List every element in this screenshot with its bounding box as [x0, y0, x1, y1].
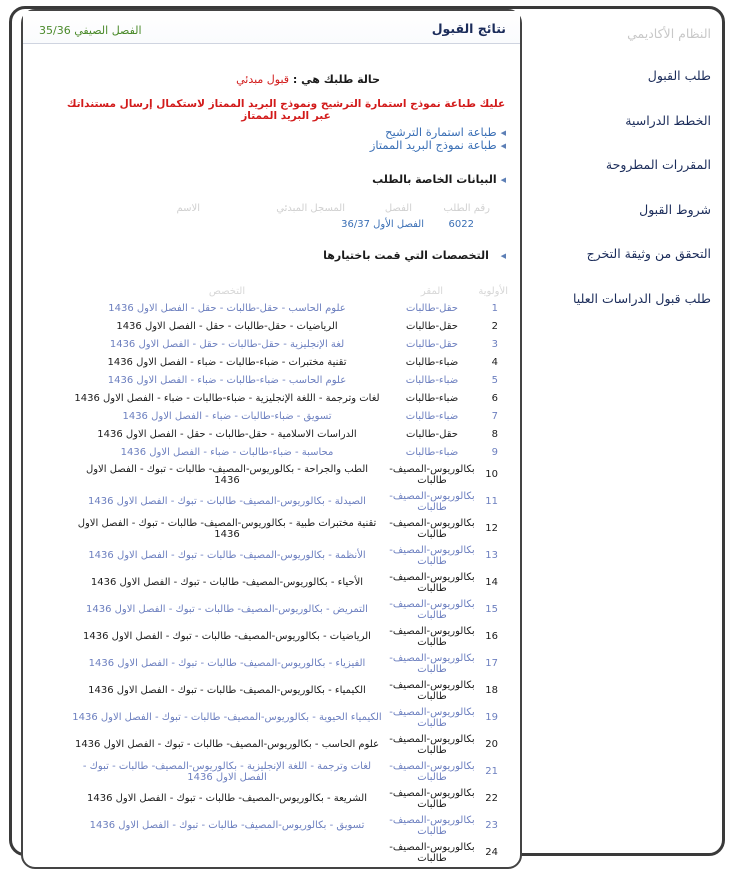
header-registered: المسجل المبدئي	[276, 203, 345, 214]
arrow-bullet-icon: ◀	[500, 128, 506, 137]
priority-cell: 1	[491, 302, 498, 314]
column-header-priority: الأولوية	[478, 285, 508, 297]
semester-value: الفصل الأول 36/37	[341, 219, 424, 230]
header-request-number: رقم الطلب	[443, 203, 490, 214]
table-row	[68, 569, 508, 596]
print-nomination-form-link[interactable]	[385, 125, 506, 139]
panel-header	[23, 11, 520, 44]
site-cell: بكالوريوس-المصيف- طالبات	[389, 652, 475, 675]
major-cell: تقنية مختبرات - ضباء-طالبات - ضباء - الفصل الاول 1436	[107, 356, 347, 368]
request-number-value: 6022	[448, 219, 474, 230]
table-row	[68, 317, 508, 335]
table-row	[68, 731, 508, 758]
major-cell: الفيزياء - بكالوريوس-المصيف- طالبات - تبوك - الفصل الاول 1436	[88, 658, 366, 669]
sidebar-item-admission-conditions[interactable]: شروط القبول	[639, 201, 711, 217]
priority-cell: 22	[485, 793, 498, 804]
site-cell: بكالوريوس-المصيف- طالبات	[389, 787, 475, 810]
table-row	[68, 677, 508, 704]
major-cell: الدراسات الاسلامية - حقل-طالبات - حقل - الفصل الاول 1436	[97, 428, 357, 440]
table-row	[68, 650, 508, 677]
table-row	[68, 839, 508, 866]
site-cell: حقل-طالبات	[406, 302, 458, 314]
table-row	[68, 623, 508, 650]
priority-cell: 2	[491, 320, 498, 332]
priority-cell: 8	[491, 428, 498, 440]
table-row	[68, 335, 508, 353]
priority-cell: 5	[491, 374, 498, 386]
site-cell: ضباء-طالبات	[405, 356, 459, 368]
link-label: طباعة نموذج البريد الممتاز	[369, 138, 497, 152]
table-body	[68, 299, 508, 866]
status-label: حالة طلبك هي :	[292, 73, 380, 86]
table-row	[68, 596, 508, 623]
site-cell: ضباء-طالبات	[405, 446, 459, 458]
major-cell: الكيمياء الحيوية - بكالوريوس-المصيف- طالبات - تبوك - الفصل الاول 1436	[72, 712, 382, 723]
arrow-bullet-icon: ◀	[500, 141, 506, 150]
table-row	[68, 389, 508, 407]
sidebar-item-offered-courses[interactable]: المقررات المطروحة	[605, 157, 711, 172]
major-cell: تسويق - بكالوريوس-المصيف- طالبات - تبوك - الفصل الاول 1436	[89, 820, 365, 831]
table-row	[68, 515, 508, 542]
table-row	[68, 488, 508, 515]
sidebar-item-study-plans[interactable]: الخطط الدراسية	[625, 112, 711, 128]
sidebar-item-graduate-admission[interactable]: طلب قبول الدراسات العليا	[572, 290, 711, 306]
sidebar-item-admission-request[interactable]: طلب القبول	[647, 68, 711, 83]
column-header-site: المقر	[420, 285, 444, 297]
arrow-bullet-icon: ◀	[500, 252, 506, 260]
priority-cell: 10	[485, 469, 498, 480]
site-cell: حقل-طالبات	[406, 428, 458, 440]
link-label: طباعة استمارة الترشيح	[385, 125, 497, 139]
major-cell: الكيمياء - بكالوريوس-المصيف- طالبات - تبوك - الفصل الاول 1436	[88, 685, 366, 696]
table-row	[68, 407, 508, 425]
priority-cell: 12	[485, 523, 498, 534]
site-cell: بكالوريوس-المصيف- طالبات	[389, 517, 475, 540]
application-status	[236, 73, 380, 86]
site-cell: بكالوريوس-المصيف- طالبات	[389, 625, 475, 648]
table-row	[68, 785, 508, 812]
selected-majors-heading: ◀ التخصصات التي قمت باختيارها	[323, 249, 506, 262]
priority-cell: 6	[491, 392, 498, 404]
site-cell: بكالوريوس-المصيف- طالبات	[389, 544, 475, 567]
site-cell: بكالوريوس-المصيف- طالبات	[389, 706, 475, 729]
priority-cell: 16	[485, 631, 498, 642]
site-cell: بكالوريوس-المصيف- طالبات	[389, 598, 475, 621]
major-cell: التمريض - بكالوريوس-المصيف- طالبات - تبوك - الفصل الاول 1436	[86, 604, 368, 615]
major-cell: تسويق - ضباء-طالبات - ضباء - الفصل الاول 1436	[122, 410, 332, 422]
priority-cell: 4	[491, 356, 498, 368]
major-cell: علوم الحاسب - حقل-طالبات - حقل - الفصل الاول 1436	[108, 302, 346, 314]
site-cell: حقل-طالبات	[406, 320, 458, 332]
major-cell: علوم الحاسب - بكالوريوس-المصيف- طالبات - تبوك - الفصل الاول 1436	[74, 739, 380, 750]
priority-cell: 9	[491, 446, 498, 458]
selected-majors-table	[68, 283, 508, 866]
major-cell: الرياضيات - حقل-طالبات - حقل - الفصل الاول 1436	[116, 320, 338, 332]
table-row	[68, 812, 508, 839]
priority-cell: 13	[485, 550, 498, 561]
print-notice: عليك طباعة نموذج استمارة الترشيح ونموذج البريد الممتاز لاستكمال إرسال مستنداتك عبر البريد الممتاز	[66, 98, 506, 122]
admission-results-panel	[21, 9, 522, 869]
table-row	[68, 704, 508, 731]
major-cell: لغة الإنجليزية - حقل-طالبات - حقل - الفصل الاول 1436	[109, 338, 345, 350]
priority-cell: 15	[485, 604, 498, 615]
site-cell: بكالوريوس-المصيف- طالبات	[389, 490, 475, 513]
priority-cell: 7	[491, 410, 498, 422]
priority-cell: 3	[491, 338, 498, 350]
priority-cell: 11	[485, 496, 498, 507]
priority-cell: 20	[485, 739, 498, 750]
site-cell: بكالوريوس-المصيف- طالبات	[389, 841, 475, 864]
priority-cell: 23	[485, 820, 498, 831]
major-cell: الطب والجراحة - بكالوريوس-المصيف- طالبات - تبوك - الفصل الاول 1436	[85, 463, 369, 486]
site-cell: ضباء-طالبات	[405, 392, 459, 404]
site-cell: حقل-طالبات	[406, 338, 458, 350]
table-row	[68, 443, 508, 461]
table-header-row	[68, 283, 508, 299]
sidebar-nav	[521, 14, 711, 321]
site-cell: ضباء-طالبات	[405, 374, 459, 386]
major-cell: الصيدلة - بكالوريوس-المصيف- طالبات - تبوك - الفصل الاول 1436	[88, 496, 366, 507]
column-header-major: التخصص	[208, 285, 246, 297]
sidebar-item-academic-system[interactable]: النظام الأكاديمي	[627, 26, 711, 41]
status-badge: قبول مبدئي	[236, 73, 290, 86]
header-semester: الفصل	[384, 203, 412, 214]
site-cell: ضباء-طالبات	[405, 410, 459, 422]
priority-cell: 24	[485, 847, 498, 858]
major-cell: لغات وترجمة - اللغة الإنجليزية - ضباء-طالبات - ضباء - الفصل الاول 1436	[74, 392, 380, 404]
page-title: نتائج القبول	[431, 21, 506, 36]
priority-cell: 14	[485, 577, 498, 588]
applicant-data-heading: ◀البيانات الخاصة بالطلب	[372, 173, 506, 186]
table-row	[68, 542, 508, 569]
major-cell: الرياضيات - بكالوريوس-المصيف- طالبات - تبوك - الفصل الاول 1436	[83, 631, 371, 642]
table-row	[68, 758, 508, 785]
site-cell: بكالوريوس-المصيف- طالبات	[389, 463, 475, 486]
table-row	[68, 299, 508, 317]
sidebar-item-graduation-verification[interactable]: التحقق من وثيقة التخرج	[586, 246, 711, 261]
table-row	[68, 461, 508, 488]
major-cell	[68, 839, 386, 866]
major-cell: الشريعة - بكالوريوس-المصيف- طالبات - تبوك - الفصل الاول 1436	[87, 793, 367, 804]
major-cell: لغات وترجمة - اللغة الإنجليزية - بكالوريوس-المصيف- طالبات - تبوك - الفصل الاول 1436	[82, 760, 372, 783]
semester-label: الفصل الصيفي 35/36	[39, 24, 142, 37]
priority-cell: 17	[485, 658, 498, 669]
arrow-bullet-icon: ◀	[500, 176, 506, 184]
site-cell: بكالوريوس-المصيف- طالبات	[389, 760, 475, 783]
header-name: الاسم	[176, 203, 200, 214]
table-row	[68, 371, 508, 389]
print-express-mail-link[interactable]	[370, 138, 506, 152]
major-cell: تقنية مختبرات طبية - بكالوريوس-المصيف- طالبات - تبوك - الفصل الاول 1436	[77, 517, 377, 540]
priority-cell: 21	[485, 766, 498, 777]
major-cell: علوم الحاسب - ضباء-طالبات - ضباء - الفصل الاول 1436	[107, 374, 347, 386]
major-cell: محاسبة - ضباء-طالبات - ضباء - الفصل الاول 1436	[120, 446, 334, 458]
site-cell: بكالوريوس-المصيف- طالبات	[389, 733, 475, 756]
table-row	[68, 353, 508, 371]
site-cell: بكالوريوس-المصيف- طالبات	[389, 571, 475, 594]
site-cell: بكالوريوس-المصيف- طالبات	[389, 679, 475, 702]
table-row	[68, 425, 508, 443]
major-cell: الأنظمة - بكالوريوس-المصيف- طالبات - تبوك - الفصل الاول 1436	[88, 550, 366, 561]
major-cell: الأحياء - بكالوريوس-المصيف- طالبات - تبوك - الفصل الاول 1436	[90, 577, 364, 588]
priority-cell: 19	[485, 712, 498, 723]
site-cell: بكالوريوس-المصيف- طالبات	[389, 814, 475, 837]
priority-cell: 18	[485, 685, 498, 696]
